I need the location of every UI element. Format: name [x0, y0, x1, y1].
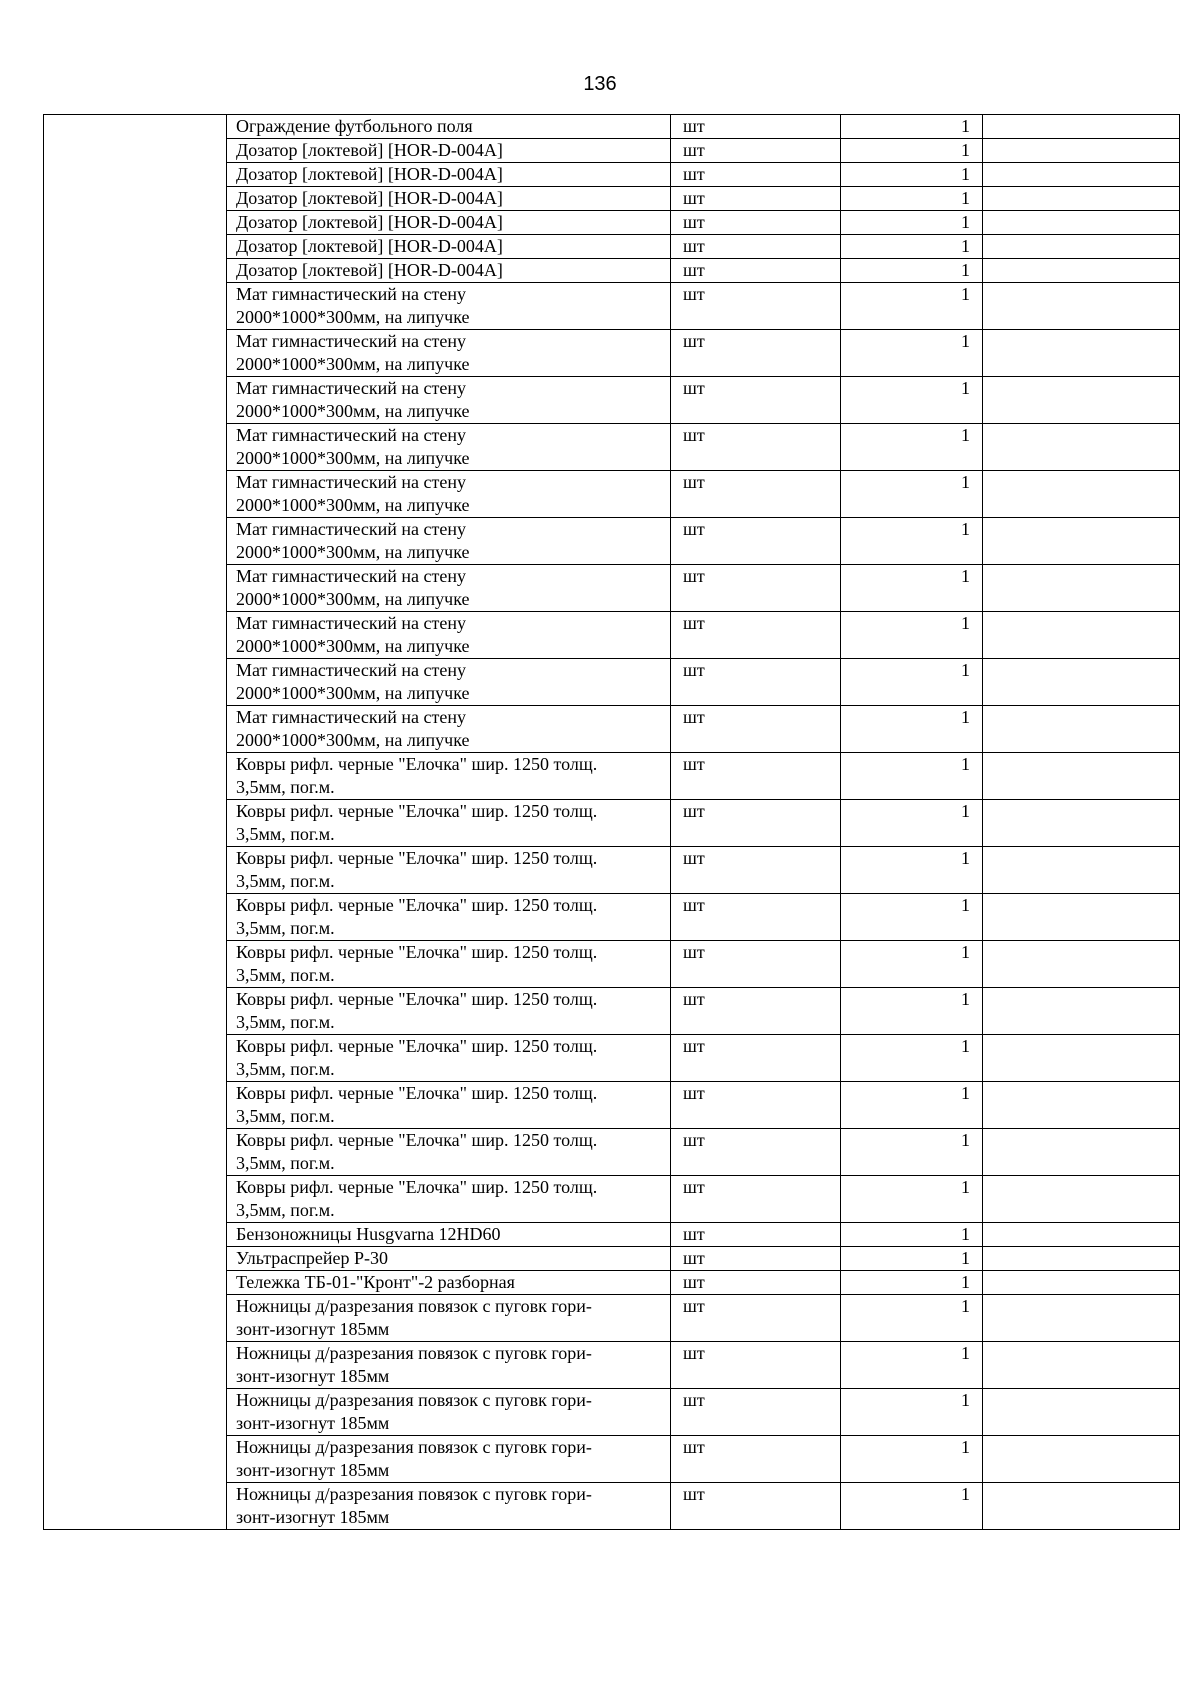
item-name-cell	[227, 847, 671, 894]
empty-cell	[983, 612, 1180, 659]
unit-cell: шт	[671, 988, 841, 1035]
item-name-line: Мат гимнастический на стену	[236, 660, 467, 680]
blank-group-cell	[44, 259, 227, 283]
item-name-line: 2000*1000*300мм, на липучке	[236, 542, 470, 562]
table-row	[44, 235, 1180, 259]
blank-group-cell	[44, 847, 227, 894]
unit-cell: шт	[671, 800, 841, 847]
table-row	[44, 1176, 1180, 1223]
quantity-cell: 1	[841, 1223, 983, 1247]
quantity-cell: 1	[841, 1483, 983, 1530]
unit-cell: шт	[671, 1389, 841, 1436]
empty-cell	[983, 1247, 1180, 1271]
table-row	[44, 1483, 1180, 1530]
unit-cell: шт	[671, 1247, 841, 1271]
quantity-cell: 1	[841, 1082, 983, 1129]
table-row	[44, 471, 1180, 518]
item-name-line: 3,5мм, пог.м.	[236, 1106, 335, 1126]
empty-cell	[983, 283, 1180, 330]
table-row	[44, 1271, 1180, 1295]
item-name-cell	[227, 1295, 671, 1342]
unit-cell: шт	[671, 283, 841, 330]
item-name-cell	[227, 163, 671, 187]
quantity-cell: 1	[841, 1342, 983, 1389]
empty-cell	[983, 894, 1180, 941]
blank-group-cell	[44, 187, 227, 211]
item-name-line: Мат гимнастический на стену	[236, 707, 467, 727]
item-name-cell	[227, 377, 671, 424]
item-name-line: 2000*1000*300мм, на липучке	[236, 636, 470, 656]
unit-cell: шт	[671, 471, 841, 518]
empty-cell	[983, 471, 1180, 518]
item-name-line: Мат гимнастический на стену	[236, 284, 467, 304]
table-row	[44, 753, 1180, 800]
blank-group-cell	[44, 139, 227, 163]
unit-cell: шт	[671, 894, 841, 941]
empty-cell	[983, 1342, 1180, 1389]
quantity-cell: 1	[841, 706, 983, 753]
quantity-cell: 1	[841, 259, 983, 283]
item-name-cell	[227, 211, 671, 235]
item-name-line: Дозатор [локтевой] [HOR-D-004A]	[236, 260, 503, 280]
empty-cell	[983, 1223, 1180, 1247]
unit-cell: шт	[671, 1223, 841, 1247]
table-row	[44, 565, 1180, 612]
empty-cell	[983, 847, 1180, 894]
item-name-line: 3,5мм, пог.м.	[236, 1153, 335, 1173]
table-row	[44, 1035, 1180, 1082]
empty-cell	[983, 235, 1180, 259]
item-name-line: Ножницы д/разрезания повязок с пуговк гори-	[236, 1437, 592, 1457]
item-name-line: Ножницы д/разрезания повязок с пуговк гори-	[236, 1296, 592, 1316]
item-name-line: Ножницы д/разрезания повязок с пуговк гори-	[236, 1390, 592, 1410]
blank-group-cell	[44, 659, 227, 706]
table-row	[44, 259, 1180, 283]
blank-group-cell	[44, 1389, 227, 1436]
unit-cell: шт	[671, 163, 841, 187]
blank-group-cell	[44, 211, 227, 235]
item-name-line: 3,5мм, пог.м.	[236, 1012, 335, 1032]
item-name-line: Ножницы д/разрезания повязок с пуговк гори-	[236, 1343, 592, 1363]
blank-group-cell	[44, 565, 227, 612]
item-name-line: Бензоножницы Husgvarna 12HD60	[236, 1224, 501, 1244]
item-name-line: зонт-изогнут 185мм	[236, 1319, 390, 1339]
item-name-cell	[227, 941, 671, 988]
item-name-line: Ковры рифл. черные "Елочка" шир. 1250 толщ.	[236, 1083, 598, 1103]
unit-cell: шт	[671, 115, 841, 139]
item-name-cell	[227, 1035, 671, 1082]
table-row	[44, 800, 1180, 847]
unit-cell: шт	[671, 941, 841, 988]
item-name-line: 3,5мм, пог.м.	[236, 965, 335, 985]
item-name-cell	[227, 1436, 671, 1483]
unit-cell: шт	[671, 1129, 841, 1176]
item-name-line: Мат гимнастический на стену	[236, 425, 467, 445]
item-name-line: 2000*1000*300мм, на липучке	[236, 730, 470, 750]
empty-cell	[983, 1436, 1180, 1483]
quantity-cell: 1	[841, 753, 983, 800]
unit-cell: шт	[671, 187, 841, 211]
blank-group-cell	[44, 753, 227, 800]
unit-cell: шт	[671, 847, 841, 894]
blank-group-cell	[44, 1223, 227, 1247]
quantity-cell: 1	[841, 424, 983, 471]
unit-cell: шт	[671, 518, 841, 565]
item-name-cell	[227, 612, 671, 659]
quantity-cell: 1	[841, 1176, 983, 1223]
item-name-line: Дозатор [локтевой] [HOR-D-004A]	[236, 164, 503, 184]
table-row	[44, 1223, 1180, 1247]
blank-group-cell	[44, 988, 227, 1035]
item-name-cell	[227, 1389, 671, 1436]
item-name-cell	[227, 283, 671, 330]
item-name-line: Ковры рифл. черные "Елочка" шир. 1250 толщ.	[236, 848, 598, 868]
empty-cell	[983, 1035, 1180, 1082]
table-row	[44, 115, 1180, 139]
blank-group-cell	[44, 612, 227, 659]
blank-group-cell	[44, 163, 227, 187]
blank-group-cell	[44, 1436, 227, 1483]
quantity-cell: 1	[841, 847, 983, 894]
unit-cell: шт	[671, 1436, 841, 1483]
empty-cell	[983, 1271, 1180, 1295]
quantity-cell: 1	[841, 1129, 983, 1176]
table-row	[44, 988, 1180, 1035]
item-name-line: Ограждение футбольного поля	[236, 116, 473, 136]
table-row	[44, 1389, 1180, 1436]
blank-group-cell	[44, 471, 227, 518]
empty-cell	[983, 1389, 1180, 1436]
quantity-cell: 1	[841, 941, 983, 988]
blank-group-cell	[44, 518, 227, 565]
quantity-cell: 1	[841, 800, 983, 847]
item-name-line: 2000*1000*300мм, на липучке	[236, 683, 470, 703]
quantity-cell: 1	[841, 283, 983, 330]
table-row	[44, 377, 1180, 424]
quantity-cell: 1	[841, 565, 983, 612]
item-name-line: Дозатор [локтевой] [HOR-D-004A]	[236, 212, 503, 232]
item-name-cell	[227, 1271, 671, 1295]
item-name-line: Ножницы д/разрезания повязок с пуговк гори-	[236, 1484, 592, 1504]
table-row	[44, 894, 1180, 941]
quantity-cell: 1	[841, 471, 983, 518]
empty-cell	[983, 115, 1180, 139]
item-name-cell	[227, 471, 671, 518]
empty-cell	[983, 377, 1180, 424]
quantity-cell: 1	[841, 612, 983, 659]
unit-cell: шт	[671, 659, 841, 706]
quantity-cell: 1	[841, 187, 983, 211]
item-name-line: Ковры рифл. черные "Елочка" шир. 1250 толщ.	[236, 942, 598, 962]
item-name-cell	[227, 1129, 671, 1176]
item-name-cell	[227, 894, 671, 941]
table-row	[44, 1129, 1180, 1176]
item-name-cell	[227, 139, 671, 163]
empty-cell	[983, 659, 1180, 706]
empty-cell	[983, 1483, 1180, 1530]
unit-cell: шт	[671, 259, 841, 283]
table-row	[44, 283, 1180, 330]
item-name-line: Дозатор [локтевой] [HOR-D-004A]	[236, 188, 503, 208]
item-name-line: Дозатор [локтевой] [HOR-D-004A]	[236, 236, 503, 256]
unit-cell: шт	[671, 753, 841, 800]
items-table	[43, 114, 1180, 1530]
item-name-line: зонт-изогнут 185мм	[236, 1507, 390, 1527]
item-name-line: 3,5мм, пог.м.	[236, 777, 335, 797]
unit-cell: шт	[671, 377, 841, 424]
item-name-line: Ковры рифл. черные "Елочка" шир. 1250 толщ.	[236, 895, 598, 915]
blank-group-cell	[44, 377, 227, 424]
unit-cell: шт	[671, 1342, 841, 1389]
unit-cell: шт	[671, 139, 841, 163]
item-name-line: Тележка ТБ-01-"Кронт"-2 разборная	[236, 1272, 515, 1292]
blank-group-cell	[44, 330, 227, 377]
item-name-line: 3,5мм, пог.м.	[236, 871, 335, 891]
item-name-line: Ковры рифл. черные "Елочка" шир. 1250 толщ.	[236, 1130, 598, 1150]
blank-group-cell	[44, 894, 227, 941]
empty-cell	[983, 139, 1180, 163]
quantity-cell: 1	[841, 377, 983, 424]
table-row	[44, 941, 1180, 988]
item-name-cell	[227, 1483, 671, 1530]
item-name-line: зонт-изогнут 185мм	[236, 1460, 390, 1480]
unit-cell: шт	[671, 612, 841, 659]
item-name-line: 2000*1000*300мм, на липучке	[236, 495, 470, 515]
item-name-line: Ковры рифл. черные "Елочка" шир. 1250 толщ.	[236, 754, 598, 774]
unit-cell: шт	[671, 424, 841, 471]
table-row	[44, 211, 1180, 235]
item-name-cell	[227, 800, 671, 847]
item-name-cell	[227, 1082, 671, 1129]
item-name-line: Мат гимнастический на стену	[236, 613, 467, 633]
empty-cell	[983, 706, 1180, 753]
quantity-cell: 1	[841, 1389, 983, 1436]
items-table-body	[44, 115, 1180, 1530]
item-name-cell	[227, 518, 671, 565]
quantity-cell: 1	[841, 518, 983, 565]
item-name-cell	[227, 565, 671, 612]
item-name-cell	[227, 330, 671, 377]
empty-cell	[983, 565, 1180, 612]
table-row	[44, 1247, 1180, 1271]
empty-cell	[983, 330, 1180, 377]
empty-cell	[983, 1082, 1180, 1129]
empty-cell	[983, 211, 1180, 235]
item-name-line: 2000*1000*300мм, на липучке	[236, 448, 470, 468]
unit-cell: шт	[671, 211, 841, 235]
item-name-line: 2000*1000*300мм, на липучке	[236, 589, 470, 609]
blank-group-cell	[44, 1129, 227, 1176]
item-name-line: Мат гимнастический на стену	[236, 378, 467, 398]
table-row	[44, 612, 1180, 659]
quantity-cell: 1	[841, 1436, 983, 1483]
blank-group-cell	[44, 1176, 227, 1223]
blank-group-cell	[44, 706, 227, 753]
item-name-line: 3,5мм, пог.м.	[236, 1059, 335, 1079]
item-name-line: 3,5мм, пог.м.	[236, 918, 335, 938]
unit-cell: шт	[671, 235, 841, 259]
quantity-cell: 1	[841, 1295, 983, 1342]
item-name-cell	[227, 1223, 671, 1247]
blank-group-cell	[44, 800, 227, 847]
unit-cell: шт	[671, 1295, 841, 1342]
empty-cell	[983, 800, 1180, 847]
empty-cell	[983, 941, 1180, 988]
empty-cell	[983, 988, 1180, 1035]
unit-cell: шт	[671, 1271, 841, 1295]
blank-group-cell	[44, 1342, 227, 1389]
quantity-cell: 1	[841, 1271, 983, 1295]
item-name-cell	[227, 706, 671, 753]
item-name-cell	[227, 424, 671, 471]
quantity-cell: 1	[841, 211, 983, 235]
quantity-cell: 1	[841, 163, 983, 187]
item-name-cell	[227, 1247, 671, 1271]
item-name-cell	[227, 235, 671, 259]
table-row	[44, 424, 1180, 471]
item-name-line: Мат гимнастический на стену	[236, 472, 467, 492]
item-name-line: Мат гимнастический на стену	[236, 331, 467, 351]
item-name-line: 2000*1000*300мм, на липучке	[236, 307, 470, 327]
item-name-line: Ковры рифл. черные "Елочка" шир. 1250 толщ.	[236, 801, 598, 821]
unit-cell: шт	[671, 330, 841, 377]
empty-cell	[983, 424, 1180, 471]
item-name-line: зонт-изогнут 185мм	[236, 1366, 390, 1386]
empty-cell	[983, 518, 1180, 565]
item-name-line: Ковры рифл. черные "Елочка" шир. 1250 толщ.	[236, 989, 598, 1009]
item-name-line: Дозатор [локтевой] [HOR-D-004A]	[236, 140, 503, 160]
quantity-cell: 1	[841, 894, 983, 941]
unit-cell: шт	[671, 1035, 841, 1082]
page-number: 136	[583, 73, 617, 95]
empty-cell	[983, 259, 1180, 283]
item-name-cell	[227, 988, 671, 1035]
quantity-cell: 1	[841, 235, 983, 259]
item-name-cell	[227, 1342, 671, 1389]
unit-cell: шт	[671, 706, 841, 753]
table-row	[44, 1295, 1180, 1342]
quantity-cell: 1	[841, 988, 983, 1035]
blank-group-cell	[44, 235, 227, 259]
quantity-cell: 1	[841, 1247, 983, 1271]
item-name-line: Ковры рифл. черные "Елочка" шир. 1250 толщ.	[236, 1177, 598, 1197]
item-name-cell	[227, 1176, 671, 1223]
quantity-cell: 1	[841, 115, 983, 139]
quantity-cell: 1	[841, 330, 983, 377]
blank-group-cell	[44, 115, 227, 139]
item-name-cell	[227, 115, 671, 139]
item-name-cell	[227, 259, 671, 283]
unit-cell: шт	[671, 565, 841, 612]
empty-cell	[983, 1295, 1180, 1342]
item-name-line: 3,5мм, пог.м.	[236, 824, 335, 844]
table-row	[44, 1436, 1180, 1483]
table-row	[44, 163, 1180, 187]
item-name-line: 2000*1000*300мм, на липучке	[236, 401, 470, 421]
blank-group-cell	[44, 1483, 227, 1530]
empty-cell	[983, 163, 1180, 187]
item-name-line: Ультраспрейер Р-30	[236, 1248, 389, 1268]
blank-group-cell	[44, 283, 227, 330]
empty-cell	[983, 753, 1180, 800]
unit-cell: шт	[671, 1082, 841, 1129]
table-row	[44, 659, 1180, 706]
item-name-line: зонт-изогнут 185мм	[236, 1413, 390, 1433]
item-name-line: Ковры рифл. черные "Елочка" шир. 1250 толщ.	[236, 1036, 598, 1056]
empty-cell	[983, 1129, 1180, 1176]
blank-group-cell	[44, 941, 227, 988]
item-name-line: 3,5мм, пог.м.	[236, 1200, 335, 1220]
table-row	[44, 187, 1180, 211]
unit-cell: шт	[671, 1176, 841, 1223]
table-row	[44, 330, 1180, 377]
blank-group-cell	[44, 1035, 227, 1082]
table-row	[44, 518, 1180, 565]
item-name-cell	[227, 753, 671, 800]
item-name-line: Мат гимнастический на стену	[236, 566, 467, 586]
table-row	[44, 1082, 1180, 1129]
item-name-line: Мат гимнастический на стену	[236, 519, 467, 539]
table-row	[44, 139, 1180, 163]
quantity-cell: 1	[841, 659, 983, 706]
item-name-line: 2000*1000*300мм, на липучке	[236, 354, 470, 374]
empty-cell	[983, 1176, 1180, 1223]
blank-group-cell	[44, 1295, 227, 1342]
unit-cell: шт	[671, 1483, 841, 1530]
blank-group-cell	[44, 1247, 227, 1271]
quantity-cell: 1	[841, 139, 983, 163]
blank-group-cell	[44, 1271, 227, 1295]
item-name-cell	[227, 187, 671, 211]
table-row	[44, 847, 1180, 894]
item-name-cell	[227, 659, 671, 706]
table-row	[44, 706, 1180, 753]
table-row	[44, 1342, 1180, 1389]
quantity-cell: 1	[841, 1035, 983, 1082]
blank-group-cell	[44, 1082, 227, 1129]
empty-cell	[983, 187, 1180, 211]
blank-group-cell	[44, 424, 227, 471]
